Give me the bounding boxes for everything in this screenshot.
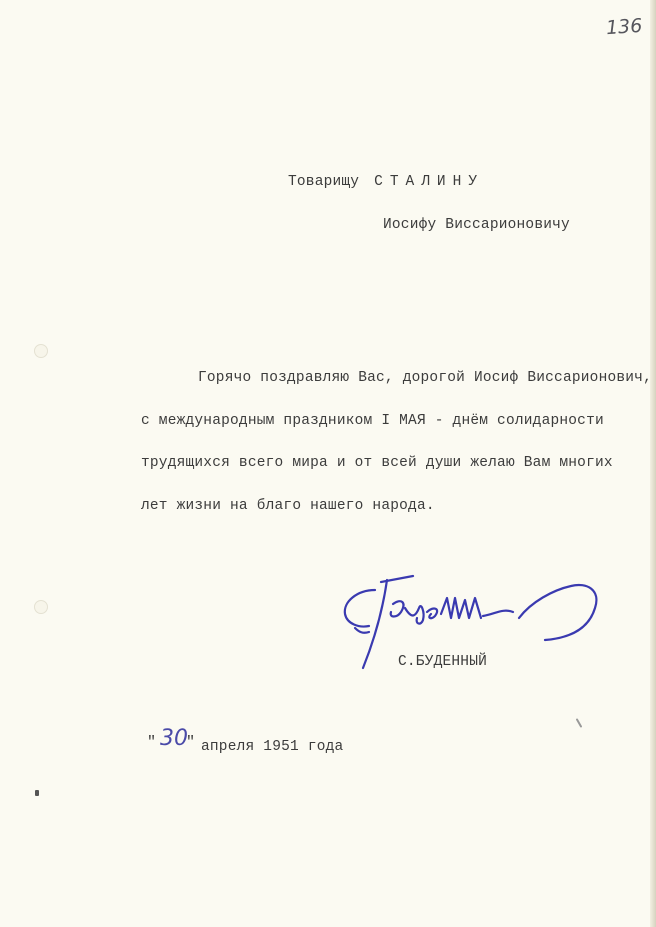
punch-hole-bottom — [34, 600, 48, 614]
body-line-1: Горячо поздравляю Вас, дорогой Иосиф Виссарионович, — [198, 370, 652, 386]
addressee-surname: СТАЛИНУ — [374, 174, 485, 190]
date-close-quote: " — [186, 734, 196, 751]
addressee-title: Товарищу — [288, 174, 360, 190]
addressee-line-2: Иосифу Виссарионовичу — [383, 217, 570, 233]
body-line-2: с международным праздником I МАЯ - днём солидарности — [141, 413, 604, 429]
punch-hole-top — [34, 344, 48, 358]
ink-speck — [576, 718, 583, 728]
date-open-quote: " — [147, 734, 157, 751]
ink-speck — [35, 790, 39, 796]
body-line-4: лет жизни на благо нашего народа. — [141, 498, 435, 514]
page-edge — [650, 0, 656, 927]
archive-number: 136 — [605, 14, 643, 40]
typed-signature-name: С.БУДЕННЫЙ — [398, 654, 488, 670]
date-day-handwritten: 30 — [160, 726, 188, 751]
addressee-line-1 — [288, 174, 484, 190]
date-month-year: апреля 1951 года — [201, 739, 344, 755]
body-line-3: трудящихся всего мира и от всей души желаю Вам многих — [141, 455, 613, 471]
